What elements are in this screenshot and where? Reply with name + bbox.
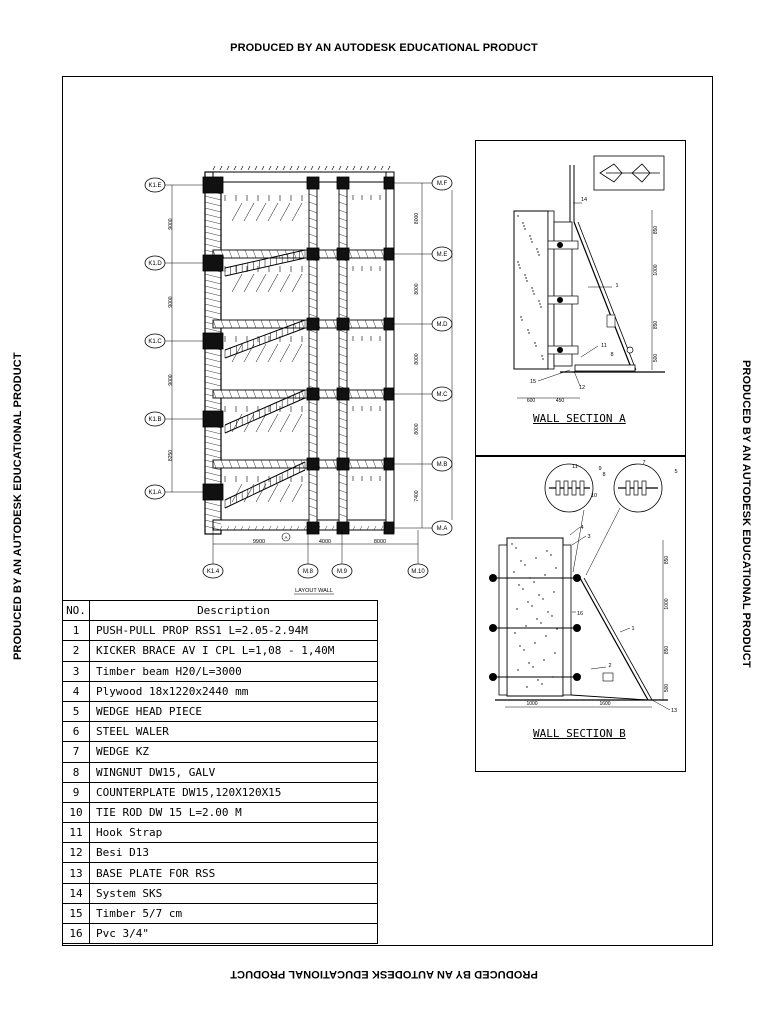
height-dim: 1000 bbox=[664, 598, 670, 610]
part-number: 13 bbox=[63, 863, 90, 883]
part-number: 1 bbox=[63, 621, 90, 641]
part-number: 7 bbox=[63, 742, 90, 762]
grid-row-k1-e-label: K1.E bbox=[148, 183, 162, 190]
table-row bbox=[63, 802, 378, 822]
callout-12: 12 bbox=[578, 385, 586, 391]
wall-tick bbox=[318, 166, 320, 170]
dim-right: 8000 bbox=[414, 212, 420, 225]
callout-1: 1 bbox=[615, 283, 619, 289]
grid-row-k1-a-label: K1.A bbox=[148, 490, 162, 497]
height-dim: 500 bbox=[653, 353, 659, 363]
brace-mark bbox=[292, 274, 302, 292]
callout-3: 3 bbox=[587, 534, 591, 540]
grid-row-k1-b-label: K1.B bbox=[148, 417, 162, 424]
brace-mark bbox=[256, 274, 266, 292]
column-node bbox=[337, 318, 349, 330]
brace-mark bbox=[244, 484, 254, 502]
grid-col-m-9-label: M.9 bbox=[336, 569, 348, 576]
column-node bbox=[307, 177, 319, 189]
plan-title: LAYOUT WALL bbox=[295, 588, 333, 594]
brace-mark bbox=[268, 344, 278, 362]
part-number: 12 bbox=[63, 843, 90, 863]
column-node bbox=[337, 388, 349, 400]
brace-mark bbox=[244, 414, 254, 432]
part-number: 8 bbox=[63, 762, 90, 782]
wall-tick bbox=[325, 166, 327, 170]
callout-16: 16 bbox=[576, 611, 584, 617]
section-marker-label: A bbox=[284, 535, 288, 540]
part-description: Plywood 18x1220x2440 mm bbox=[90, 681, 378, 701]
dim-left: 8250 bbox=[168, 449, 174, 462]
wall-tick bbox=[374, 166, 376, 170]
wall-tick bbox=[297, 166, 299, 170]
header-no: NO. bbox=[63, 601, 90, 621]
left-wall bbox=[205, 172, 221, 534]
part-description: WEDGE HEAD PIECE bbox=[90, 701, 378, 721]
parts-table bbox=[62, 600, 378, 944]
grid-row-right-m-a-label: M.A bbox=[436, 526, 448, 533]
part-description: Besi D13 bbox=[90, 843, 378, 863]
wall-tick bbox=[304, 166, 306, 170]
grid-row-k1-d-label: K1.D bbox=[148, 261, 162, 268]
wall-tick bbox=[346, 166, 348, 170]
column-node bbox=[337, 458, 349, 470]
callout-2: 2 bbox=[608, 663, 612, 669]
height-dim: 850 bbox=[653, 225, 659, 235]
table-row bbox=[63, 742, 378, 762]
part-description: TIE ROD DW 15 L=2.00 M bbox=[90, 802, 378, 822]
part-description: BASE PLATE FOR RSS bbox=[90, 863, 378, 883]
grid-row-right-m-d-label: M.D bbox=[436, 322, 448, 329]
table-row bbox=[63, 722, 378, 742]
wall-tick bbox=[339, 166, 341, 170]
table-row bbox=[63, 924, 378, 944]
part-description: Pvc 3/4" bbox=[90, 924, 378, 944]
brace-mark bbox=[232, 414, 242, 432]
height-dim: 500 bbox=[664, 683, 670, 693]
part-description: Timber beam H20/L=3000 bbox=[90, 661, 378, 681]
top-wall bbox=[213, 172, 392, 182]
dim-right: 8000 bbox=[414, 283, 420, 295]
wall-tick bbox=[332, 166, 334, 170]
part-description: System SKS bbox=[90, 883, 378, 903]
grid-col-m-8-label: M.8 bbox=[302, 569, 314, 576]
part-description: STEEL WALER bbox=[90, 722, 378, 742]
bottom-wall bbox=[213, 520, 392, 530]
grid-row-right-m-e-label: M.E bbox=[436, 252, 448, 259]
callout-1: 1 bbox=[631, 626, 635, 632]
brace-mark bbox=[244, 274, 254, 292]
wall-tick bbox=[213, 166, 215, 170]
brace-mark bbox=[268, 414, 278, 432]
callout-11: 11 bbox=[572, 464, 578, 470]
wall-tick bbox=[276, 166, 278, 170]
grid-row-right-m-c-label: M.C bbox=[436, 392, 448, 399]
column-node bbox=[337, 522, 349, 534]
column-node bbox=[203, 411, 223, 427]
column-node bbox=[307, 458, 319, 470]
column-node bbox=[307, 522, 319, 534]
part-description: COUNTERPLATE DW15,120X120X15 bbox=[90, 782, 378, 802]
part-number: 9 bbox=[63, 782, 90, 802]
wall-tick bbox=[248, 166, 250, 170]
watermark-top: PRODUCED BY AN AUTODESK EDUCATIONAL PRODUCT bbox=[230, 42, 538, 54]
callout-9: 9 bbox=[598, 466, 602, 472]
part-description: WEDGE KZ bbox=[90, 742, 378, 762]
watermark-right: PRODUCED BY AN AUTODESK EDUCATIONAL PRODUCT bbox=[740, 360, 752, 668]
wall-section-a-title: WALL SECTION A bbox=[533, 412, 626, 425]
height-dim: 1000 bbox=[653, 264, 659, 276]
table-row bbox=[63, 863, 378, 883]
column-node bbox=[203, 333, 223, 349]
table-row bbox=[63, 621, 378, 641]
wall-section-a-panel bbox=[475, 140, 686, 456]
wall-section-b-title: WALL SECTION B bbox=[533, 727, 626, 740]
part-description: PUSH-PULL PROP RSS1 L=2.05-2.94M bbox=[90, 621, 378, 641]
brace-mark bbox=[232, 203, 242, 221]
part-number: 11 bbox=[63, 823, 90, 843]
brace-mark bbox=[292, 484, 302, 502]
wall-tick bbox=[290, 166, 292, 170]
table-row bbox=[63, 661, 378, 681]
dim-bottom: 4000 bbox=[318, 539, 332, 545]
callout-11: 11 bbox=[601, 343, 607, 349]
column-node bbox=[203, 255, 223, 271]
dim-left: 9000 bbox=[168, 374, 174, 386]
wall-tick bbox=[227, 166, 229, 170]
wall-section-b-panel bbox=[475, 456, 686, 772]
callout-15: 15 bbox=[529, 379, 537, 385]
grid-col-m-10-label: M.10 bbox=[411, 569, 425, 576]
callout-14: 14 bbox=[580, 197, 588, 203]
brace-mark bbox=[256, 414, 266, 432]
parts-table-header-row bbox=[63, 601, 378, 621]
part-number: 4 bbox=[63, 681, 90, 701]
column-node bbox=[307, 248, 319, 260]
width-dim: 1600 bbox=[599, 701, 611, 707]
callout-8: 8 bbox=[602, 472, 606, 478]
layout-wall-plan bbox=[145, 166, 452, 594]
callout-13: 13 bbox=[670, 708, 678, 714]
part-number: 5 bbox=[63, 701, 90, 721]
dim-right: 8000 bbox=[414, 353, 420, 365]
watermark-bottom: PRODUCED BY AN AUTODESK EDUCATIONAL PRODUCT bbox=[230, 968, 538, 980]
watermark-left: PRODUCED BY AN AUTODESK EDUCATIONAL PRODUCT bbox=[12, 352, 24, 660]
wall-tick bbox=[241, 166, 243, 170]
wall-tick bbox=[353, 166, 355, 170]
wall-tick bbox=[381, 166, 383, 170]
dim-right: 7400 bbox=[414, 490, 420, 502]
part-description: WINGNUT DW15, GALV bbox=[90, 762, 378, 782]
dim-left: 9000 bbox=[168, 218, 174, 230]
brace-mark bbox=[292, 344, 302, 362]
width-dim: 600 bbox=[526, 398, 536, 404]
height-dim: 850 bbox=[653, 320, 659, 330]
grid-row-right-m-b-label: M.B bbox=[436, 462, 448, 469]
brace-mark bbox=[292, 414, 302, 432]
table-row bbox=[63, 782, 378, 802]
part-number: 2 bbox=[63, 641, 90, 661]
callout-7: 7 bbox=[642, 460, 646, 466]
callout-8: 8 bbox=[610, 352, 614, 358]
part-number: 10 bbox=[63, 802, 90, 822]
grid-col-k1-4-label: K1.4 bbox=[206, 569, 220, 576]
dim-bottom: 9900 bbox=[252, 539, 266, 545]
brace-mark bbox=[280, 203, 290, 221]
brace-mark bbox=[268, 274, 278, 292]
part-description: Timber 5/7 cm bbox=[90, 903, 378, 923]
width-dim: 1000 bbox=[526, 701, 538, 707]
table-row bbox=[63, 701, 378, 721]
table-row bbox=[63, 903, 378, 923]
part-number: 6 bbox=[63, 722, 90, 742]
table-row bbox=[63, 641, 378, 661]
part-number: 16 bbox=[63, 924, 90, 944]
wall-tick bbox=[220, 166, 222, 170]
width-dim: 450 bbox=[555, 398, 565, 404]
wall-tick bbox=[283, 166, 285, 170]
callout-10: 10 bbox=[590, 493, 598, 499]
column-node bbox=[307, 388, 319, 400]
brace-mark bbox=[280, 484, 290, 502]
column-node bbox=[337, 177, 349, 189]
wall-tick bbox=[367, 166, 369, 170]
table-row bbox=[63, 823, 378, 843]
grid-row-k1-c-label: K1.C bbox=[148, 339, 162, 346]
part-number: 15 bbox=[63, 903, 90, 923]
part-description: Hook Strap bbox=[90, 823, 378, 843]
part-number: 3 bbox=[63, 661, 90, 681]
wall-tick bbox=[388, 166, 390, 170]
table-row bbox=[63, 762, 378, 782]
brace-mark bbox=[244, 203, 254, 221]
height-dim: 850 bbox=[664, 555, 670, 565]
column-node bbox=[203, 177, 223, 193]
grid-row-right-m-f-label: M.F bbox=[436, 181, 448, 188]
column-node bbox=[307, 318, 319, 330]
brace-mark bbox=[256, 203, 266, 221]
brace-mark bbox=[280, 414, 290, 432]
part-description: KICKER BRACE AV I CPL L=1,08 - 1,40M bbox=[90, 641, 378, 661]
dim-bottom: 8000 bbox=[373, 539, 387, 545]
height-dim: 850 bbox=[664, 645, 670, 655]
column-node bbox=[337, 248, 349, 260]
wall-tick bbox=[360, 166, 362, 170]
brace-mark bbox=[292, 203, 302, 221]
callout-5: 5 bbox=[674, 469, 678, 475]
wall-tick bbox=[234, 166, 236, 170]
table-row bbox=[63, 843, 378, 863]
brace-mark bbox=[268, 203, 278, 221]
brace-mark bbox=[232, 274, 242, 292]
part-number: 14 bbox=[63, 883, 90, 903]
wall-tick bbox=[255, 166, 257, 170]
wall-tick bbox=[262, 166, 264, 170]
right-wall bbox=[386, 172, 394, 532]
dim-right: 8000 bbox=[414, 423, 420, 435]
brace-mark bbox=[256, 344, 266, 362]
wall-tick bbox=[269, 166, 271, 170]
brace-mark bbox=[244, 344, 254, 362]
wall-tick bbox=[311, 166, 313, 170]
column-node bbox=[203, 484, 223, 500]
table-row bbox=[63, 883, 378, 903]
brace-mark bbox=[280, 274, 290, 292]
dim-left: 9000 bbox=[168, 296, 174, 308]
table-row bbox=[63, 681, 378, 701]
header-description: Description bbox=[90, 601, 378, 621]
brace-mark bbox=[280, 344, 290, 362]
callout-4: 4 bbox=[580, 525, 584, 531]
